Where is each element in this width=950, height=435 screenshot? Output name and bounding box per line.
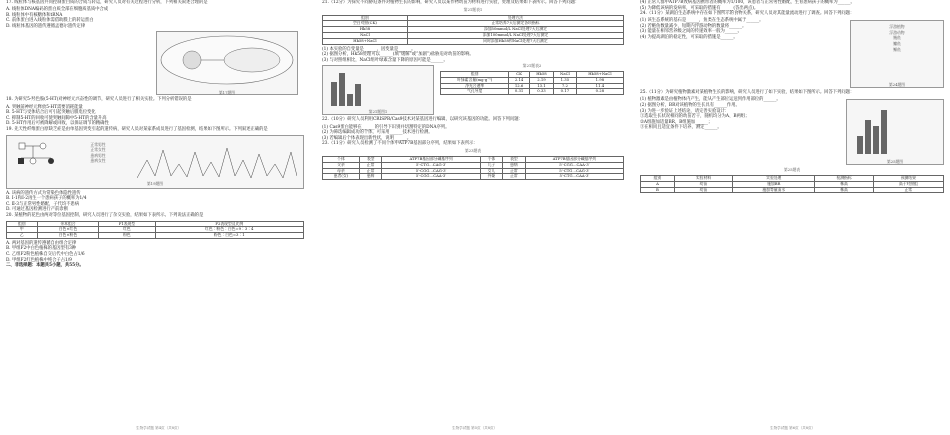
table-cell: 空白对照(CK) bbox=[323, 21, 408, 27]
page-footer: 生物学试题 第6页（共8页） bbox=[770, 426, 816, 431]
page-footer: 生物学试题 第5页（共8页） bbox=[452, 426, 498, 431]
table-cell: 白色×粉色 bbox=[37, 233, 99, 239]
table-cell: 添加50mmol/L NaCl处理7天后测定 bbox=[407, 27, 623, 33]
bar-nacl bbox=[347, 94, 353, 106]
table-row bbox=[7, 233, 304, 239]
text-line: (3) 若编辑后个体表现出新性状，说明______。 bbox=[322, 135, 412, 141]
table-cell: 父亲 bbox=[323, 162, 360, 168]
table-row bbox=[441, 89, 624, 95]
table-header-cell: 亲本组合 bbox=[37, 221, 99, 227]
table-header-cell: 个体 bbox=[323, 157, 360, 163]
table-20 bbox=[6, 221, 304, 239]
table-cell: 2.19 bbox=[529, 77, 553, 83]
sequencing-trace bbox=[137, 140, 297, 182]
table-23 bbox=[322, 156, 624, 180]
text-line: (1) Cas9蛋白能够在______的引导下识别并切割特定的DNA序列。 bbox=[322, 124, 450, 130]
text-line: (5) 为降低该病的发病率，可采取的措施有______(答出两点)。 bbox=[640, 5, 759, 11]
table-cell: 0.33 bbox=[529, 89, 553, 95]
table-cell: B bbox=[641, 187, 675, 193]
question-18-options bbox=[6, 105, 304, 127]
section-two-heading: 二、非选择题：本题共5小题，共55分。 bbox=[6, 263, 84, 269]
bar-hk58 bbox=[339, 73, 345, 105]
question-18: 18. 为研究5-羟色胺(5-HT)对神经元兴奋性的调节，研究人员进行了相关实验。下列分析错误的是 bbox=[6, 97, 192, 103]
bar-ck bbox=[857, 136, 863, 154]
question-23-continued bbox=[640, 0, 944, 11]
figure-21-caption: 第21题图1 bbox=[368, 108, 388, 114]
question-19-options bbox=[6, 191, 304, 213]
text-line: ①选取生长状况相同的幼苗若干，随机均分为A、B两组； bbox=[640, 114, 750, 120]
text-line: ③在相同且适宜条件下培养，测定______。 bbox=[640, 125, 722, 131]
bar-iaa bbox=[873, 126, 879, 154]
question-23: 23.（11分）研究人员检测了不同个体中ATP7B基因部分序列，结果如下表所示： bbox=[322, 141, 478, 147]
table-cell: 正常 bbox=[873, 187, 943, 193]
food-web-nodes bbox=[851, 21, 943, 55]
question-24-subparts bbox=[640, 18, 846, 90]
table-cell: 患病 bbox=[503, 162, 526, 168]
text-line: B. 线粒体中有核糖体和tRNA bbox=[6, 12, 63, 18]
table-header-cell: Hk58 bbox=[529, 72, 553, 78]
text-line: (3) 为进一步验证上述结论，请完善实验设计： bbox=[640, 108, 730, 114]
table-cell: 红色∶粉色∶白色=9∶3∶4 bbox=[155, 227, 304, 233]
table-cell: 1.35 bbox=[554, 77, 577, 83]
table-cell: 添加100mmol/L NaCl处理7天后测定 bbox=[407, 33, 623, 39]
text-line: D. 甲组F2红色植株中纯合子占1/9 bbox=[6, 257, 72, 263]
question-17-options bbox=[6, 7, 304, 29]
text-line: D. 线粒体基因的遗传遵循孟德尔遗传定律 bbox=[6, 23, 86, 29]
table-cell: 患病 bbox=[359, 174, 382, 180]
table-cell: 正常 bbox=[503, 174, 526, 180]
text-line: (2) 若鲢鱼数量减少，短期内浮游动物的数量将______。 bbox=[640, 23, 747, 29]
table-cell: 红色 bbox=[99, 227, 155, 233]
table-cell: 幼苗 bbox=[674, 187, 732, 193]
text-line: C. Ⅱ-3与正常男性婚配，子代均不患病 bbox=[6, 201, 80, 207]
table-cell: A bbox=[641, 181, 675, 187]
table-cell: 5′-CGG…CAG-3′ bbox=[382, 168, 480, 174]
table-cell: 5′-CGG…CAA-3′ bbox=[525, 162, 623, 168]
text-line: 浮游动物 bbox=[889, 29, 905, 35]
question-22-subparts bbox=[322, 125, 624, 142]
table-cell: 叶绿素含量(mg·g⁻¹) bbox=[441, 77, 509, 83]
table-25 bbox=[640, 175, 944, 193]
table-header-cell: 组别 bbox=[441, 72, 509, 78]
text-line: (4) 正常人群中ATP7B致病基因携带者的概率为1/100，该患者与正常男性婚配，生育患病孩子的概率为______。 bbox=[640, 0, 855, 5]
table-cell: 外婆 bbox=[480, 174, 503, 180]
table-cell: Hk58+NaCl bbox=[323, 38, 408, 44]
table-row bbox=[323, 38, 624, 44]
table-cell: 5′-CTG…CAG-3′ bbox=[525, 168, 623, 174]
bar-hk58-nacl bbox=[355, 84, 361, 106]
pedigree-figure bbox=[6, 135, 304, 189]
text-line: A. 线粒体DNA编码的蛋白质全部在细胞质基质中合成 bbox=[6, 7, 109, 13]
table-cell: 株高 bbox=[815, 187, 873, 193]
text-line: A. 两对基因的遗传遵循自由组合定律 bbox=[6, 240, 77, 246]
text-line: 浮游植物 bbox=[889, 24, 905, 30]
text-line: A. 该病的遗传方式为常染色体隐性遗传 bbox=[6, 190, 81, 196]
table-cell: 甲 bbox=[7, 227, 38, 233]
table-header-cell: 预测结果 bbox=[873, 175, 943, 181]
table-cell: 1.98 bbox=[576, 77, 623, 83]
table-cell: 2.14 bbox=[509, 77, 530, 83]
bar-chart-25 bbox=[846, 99, 944, 165]
table-row bbox=[641, 187, 944, 193]
bar-br-iaa bbox=[881, 110, 887, 154]
text-line: 患病男性 bbox=[90, 152, 106, 158]
table-cell: 0.31 bbox=[509, 89, 530, 95]
table-cell: 施加BR bbox=[733, 181, 815, 187]
text-line: B. 甲组F2中白色植株的基因型有3种 bbox=[6, 246, 77, 252]
text-line: C. 抑制5-HT的回收可使突触间隙中5-HT的含量升高 bbox=[6, 115, 107, 121]
table-cell: 粉色 bbox=[99, 233, 155, 239]
question-24: 24.（11分）某湖泊生态系统中存在如下图所示的食物关系，研究人员对其能量流动进行了调查。回答下列问题： bbox=[640, 11, 855, 17]
question-22: 22.（10分）研究人员利用CRISPR/Cas9技术对某基因进行编辑，以研究该基因的功能。回答下列问题： bbox=[322, 117, 523, 123]
table-cell: 0.28 bbox=[576, 89, 623, 95]
bar-chart-bars bbox=[857, 110, 889, 156]
table-cell: 正常培养7天后测定各项指标 bbox=[407, 21, 623, 27]
table-header-cell: F2表现型及比例 bbox=[155, 221, 304, 227]
table-header-cell: 组别 bbox=[323, 15, 408, 21]
table-cell: 7.2 bbox=[554, 83, 577, 89]
page-footer: 生物学试题 第4页（共8页） bbox=[136, 426, 182, 431]
text-line: (2) 据图分析，BR对该植物的生长具有______作用。 bbox=[640, 102, 740, 108]
mitochondria-diagram bbox=[157, 32, 297, 87]
table-cell: 11.4 bbox=[576, 83, 623, 89]
table-header-cell: 表型 bbox=[503, 157, 526, 163]
text-line: B. Ⅰ-1和Ⅰ-2再生一个患病孩子的概率为1/4 bbox=[6, 196, 87, 202]
table-21b bbox=[440, 71, 624, 95]
column-right bbox=[640, 0, 944, 435]
question-25: 25.（11分）为研究植物激素对某植物生长的影响，研究人员进行了如下实验，结果如下图所示。回答下列问题： bbox=[640, 90, 855, 96]
table-header-cell: ATP7B基因部分碱基序列 bbox=[525, 157, 623, 163]
table-cell: 女儿 bbox=[480, 168, 503, 174]
table-header-cell: 个体 bbox=[480, 157, 503, 163]
text-line: (4) 为提高湖泊的稳定性，可采取的措施是______。 bbox=[640, 35, 738, 41]
text-line: (2) 为筛选编辑成功的个体，可采用______技术进行检测。 bbox=[322, 130, 433, 136]
text-line: C. 乙组F2粉色植株自交后代中白色占1/6 bbox=[6, 252, 85, 258]
text-line: C. 前体蛋白进入线粒体需借助膜上的转运蛋白 bbox=[6, 18, 94, 24]
table-cell: 施加等量清水 bbox=[733, 187, 815, 193]
question-21-subparts bbox=[322, 47, 624, 64]
bar-br bbox=[865, 120, 871, 155]
text-line: 鳙鱼 bbox=[893, 41, 901, 47]
table-cell: 高于对照组 bbox=[873, 181, 943, 187]
table-header-cell: 组别 bbox=[7, 221, 38, 227]
table-cell: 患者(女) bbox=[323, 174, 360, 180]
text-line: 鲢鱼 bbox=[893, 35, 901, 41]
text-line: D. 5-HT作用后可被降解或回收，以保证调节的精确性 bbox=[6, 121, 109, 127]
table-cell: 白色×红色 bbox=[37, 227, 99, 233]
bar-chart-bars bbox=[331, 73, 363, 107]
table-cell: 株高 bbox=[815, 181, 873, 187]
text-line: A. 突触前神经元释放5-HT需要消耗能量 bbox=[6, 104, 83, 110]
table-cell: 5′-CTG…CAA-3′ bbox=[525, 174, 623, 180]
table-cell: 5′-CGG…CAA-3′ bbox=[382, 174, 480, 180]
table-header-cell: 处理方法 bbox=[407, 15, 623, 21]
figure-25-caption: 第25题图 bbox=[886, 158, 904, 164]
food-web-figure bbox=[850, 20, 944, 88]
pedigree-legend bbox=[73, 142, 123, 164]
table-21b-caption: 第21题表2 bbox=[522, 63, 542, 69]
table-cell: 乙 bbox=[7, 233, 38, 239]
table-25-caption: 第25题表 bbox=[783, 167, 801, 173]
text-line: 鳜鱼 bbox=[893, 46, 901, 52]
table-21 bbox=[322, 15, 624, 45]
table-cell: 13.1 bbox=[529, 83, 553, 89]
table-cell: 5′-CTG…CAG-3′ bbox=[382, 162, 480, 168]
bar-chart-21 bbox=[322, 65, 434, 115]
table-cell: 儿子 bbox=[480, 162, 503, 168]
table-header-cell: ATP7B基因部分碱基序列 bbox=[382, 157, 480, 163]
question-17: 17. 线粒体与核基因共同控制蛋白质的合成与转运，研究人员对有关过程进行分析，下列相关叙述合理的是 bbox=[6, 0, 208, 5]
table-cell: Hk58 bbox=[323, 27, 408, 33]
table-cell: 12.6 bbox=[509, 83, 530, 89]
table-header-cell: Hk58+NaCl bbox=[576, 72, 623, 78]
table-cell: 同时添加Hk58和NaCl处理7天后测定 bbox=[407, 38, 623, 44]
table-cell: 正常 bbox=[359, 162, 382, 168]
text-line: (1) 该生态系统的基石是______，鱼类在生态系统中属于______。 bbox=[640, 18, 764, 24]
table-23-caption: 第23题表 bbox=[464, 148, 482, 154]
table-cell: 幼苗 bbox=[674, 181, 732, 187]
column-middle bbox=[322, 0, 624, 435]
table-header-cell: NaCl bbox=[554, 72, 577, 78]
figure-17-caption: 第17题图 bbox=[218, 90, 236, 96]
table-header-cell: 表型 bbox=[359, 157, 382, 163]
table-header-cell: 检测指标 bbox=[815, 175, 873, 181]
text-line: 患病女性 bbox=[90, 158, 106, 164]
question-20-options bbox=[6, 241, 304, 263]
table-cell: 正常 bbox=[503, 168, 526, 174]
table-header-cell: F1表现型 bbox=[99, 221, 155, 227]
table-cell: 母亲 bbox=[323, 168, 360, 174]
table-row bbox=[323, 174, 624, 180]
table-header-cell: 实验材料 bbox=[674, 175, 732, 181]
table-header-cell: 组别 bbox=[641, 175, 675, 181]
question-20: 20. 某植物的花色由两对等位基因控制，研究人员进行了杂交实验，结果如下表所示。下列说法正确的是 bbox=[6, 212, 204, 218]
table-21-caption: 第21题表1 bbox=[463, 7, 483, 13]
text-line: (1) 植物激素是由植物体内产生，能从产生部位运送到作用部位的______。 bbox=[640, 97, 781, 103]
text-line: D. 可通过基因检测进行产前诊断 bbox=[6, 207, 68, 213]
column-left bbox=[6, 0, 304, 435]
text-line: (3) 能量在相邻营养级之间的传递效率一般为______。 bbox=[640, 29, 742, 35]
table-cell: 净光合速率 bbox=[441, 83, 509, 89]
text-line: 正常女性 bbox=[90, 147, 106, 153]
table-header-cell: CK bbox=[509, 72, 530, 78]
table-header-cell: 实验处理 bbox=[733, 175, 815, 181]
table-cell: 气孔导度 bbox=[441, 89, 509, 95]
bar-ck bbox=[331, 82, 337, 106]
table-cell: 0.17 bbox=[554, 89, 577, 95]
question-25-subparts bbox=[640, 97, 842, 167]
cell-diagram-figure bbox=[156, 31, 298, 95]
table-cell: 正常 bbox=[359, 168, 382, 174]
text-line: (1) 本实验的自变量是______，因变量是______。 bbox=[322, 46, 416, 52]
text-line: (3) 与对照组相比，NaCl组叶绿素含量下降的原因可能是______。 bbox=[322, 57, 448, 63]
table-cell: 粉色∶白色=3∶1 bbox=[155, 233, 304, 239]
table-cell: NaCl bbox=[323, 33, 408, 39]
question-21: 21.（12分）为探究不同胁迫条件对植物生长的影响，研究人员以某作物幼苗为材料进行实验，处理及结果如下表所示。回答下列问题： bbox=[322, 0, 580, 5]
text-line: (2) 据图分析，Hk58处理可以______(填“缓解”或“加剧”)盐胁迫对幼苗的影响。 bbox=[322, 52, 474, 58]
text-line: ②A组施加适量BR，B组施加______； bbox=[640, 119, 713, 125]
figure-19-caption: 第19题图 bbox=[146, 180, 164, 186]
question-19: 19. 先天性纤维蛋白原缺乏症是由单基因突变引起的遗传病，研究人员对某家系成员进行了基因检测，结果如下图所示。下列叙述正确的是 bbox=[6, 126, 268, 132]
figure-24-caption: 第24题图 bbox=[888, 81, 906, 87]
text-line: B. 5-HT与受体结合后可引起突触后膜电位变化 bbox=[6, 110, 96, 116]
text-line: 正常男性 bbox=[90, 141, 106, 147]
